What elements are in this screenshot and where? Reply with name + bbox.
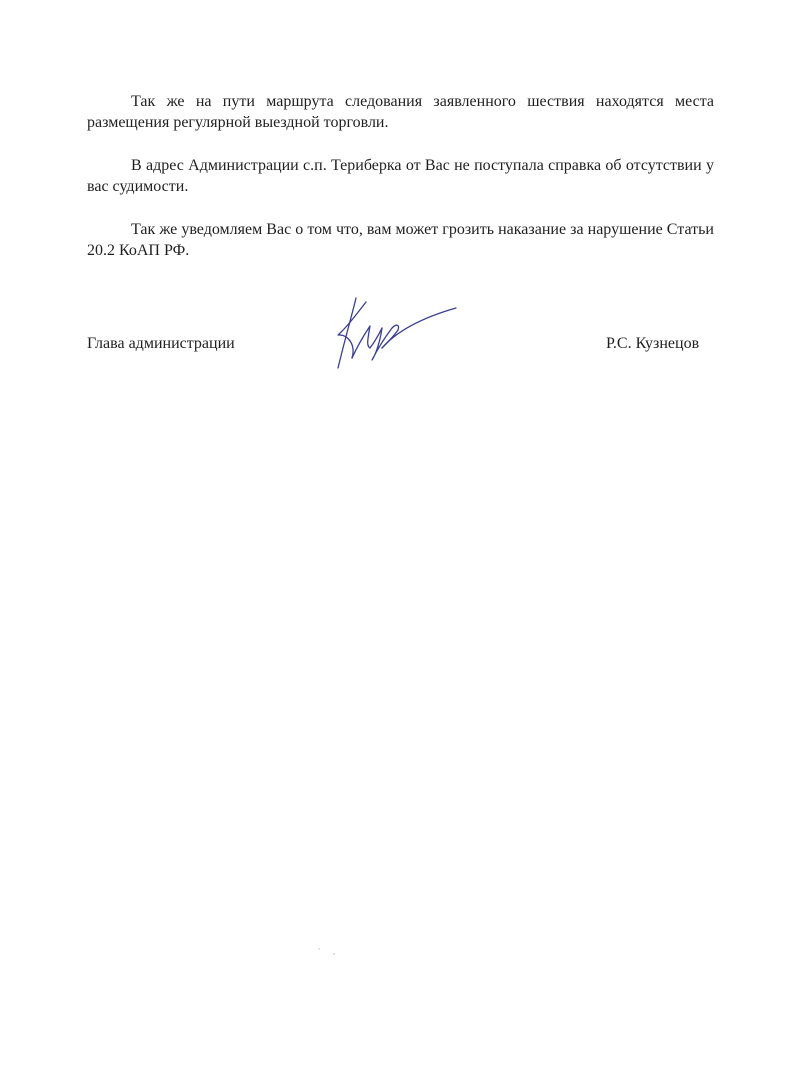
signer-name: Р.С. Кузнецов [606, 335, 700, 352]
handwritten-signature [326, 290, 466, 375]
paragraph-trade-locations: Так же на пути маршрута следования заявленного шествия находятся места размещения регулярной выездной торговли. [87, 93, 714, 131]
signer-position: Глава администрации [87, 335, 235, 352]
scan-speck [333, 953, 335, 955]
paragraph-penalty-warning: Так же уведомляем Вас о том что, вам может грозить наказание за нарушение Статьи 20.2 КоАП РФ. [87, 221, 714, 259]
letter-body [87, 91, 714, 283]
paragraph-criminal-record: В адрес Администрации с.п. Териберка от Вас не поступала справка об отсутствии у вас судимости. [87, 157, 714, 195]
scan-speck [318, 948, 320, 950]
